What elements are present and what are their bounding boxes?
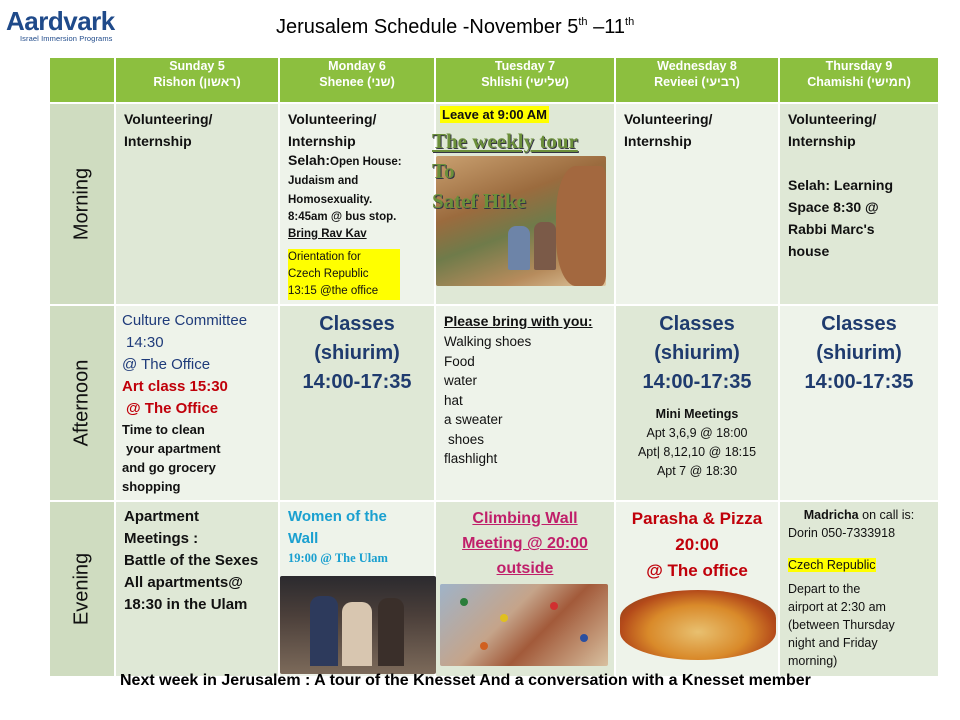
day-header-sunday: Sunday 5 Rishon (ראשון)	[115, 57, 279, 103]
day-header-tuesday: Tuesday 7 Shlishi (שלישי)	[435, 57, 615, 103]
bring-item: a sweater	[444, 412, 503, 427]
cell-monday-evening: Women of the Wall 19:00 @ The Ulam	[279, 501, 435, 677]
cell-wednesday-evening: Parasha & Pizza 20:00 @ The office	[615, 501, 779, 677]
leave-time-badge: Leave at 9:00 AM	[442, 107, 548, 122]
climbing-wall-photo	[440, 584, 608, 666]
cell-thursday-morning: Volunteering/ Internship Selah: Learning Space 8:30 @ Rabbi Marc's house	[779, 103, 939, 305]
title-text: Jerusalem Schedule -November 5	[276, 16, 579, 38]
day-header-thursday: Thursday 9 Chamishi (חמישי)	[779, 57, 939, 103]
row-label-evening: Evening	[49, 501, 115, 677]
aardvark-logo	[6, 8, 126, 44]
cell-tuesday-evening: Climbing Wall Meeting @ 20:00 outside	[435, 501, 615, 677]
bring-list	[444, 332, 606, 469]
title-sup-2: th	[625, 16, 635, 28]
morning-row	[49, 103, 939, 305]
day-header-wednesday: Wednesday 8 Revieei (רביעי)	[615, 57, 779, 103]
evening-row	[49, 501, 939, 677]
cell-monday-morning: Volunteering/ Internship Selah:Open House: Judaism and Homosexuality. 8:45am @ bus stop. Bring Rav Kav Orientation for Czech Republic 13:15 @the office	[279, 103, 435, 305]
bring-item: hat	[444, 392, 463, 408]
row-label-afternoon: Afternoon	[49, 305, 115, 501]
cell-thursday-afternoon: Classes (shiurim) 14:00-17:35	[779, 305, 939, 501]
cell-wednesday-afternoon: Classes (shiurim) 14:00-17:35 Mini Meetings Apt 3,6,9 @ 18:00 Apt| 8,12,10 @ 18:15 Apt 7 @ 18:30	[615, 305, 779, 501]
weekly-tour-title: The weekly tour To Satef Hike	[432, 129, 578, 213]
czech-republic-highlight: Czech Republic	[788, 558, 876, 572]
bring-item: shoes	[448, 431, 485, 447]
cell-thursday-evening: Madricha on call is: Dorin 050-7333918 Czech Republic Depart to the airport at 2:30 am (between Thursday night and Friday morning)	[779, 501, 939, 677]
cell-tuesday-afternoon: Please bring with you: Walking shoes Food water hat a sweater shoes flashlight	[435, 305, 615, 501]
corner-cell	[49, 57, 115, 103]
cell-wednesday-morning: Volunteering/ Internship	[615, 103, 779, 305]
row-label-morning: Morning	[49, 103, 115, 305]
cell-monday-afternoon: Classes (shiurim) 14:00-17:35	[279, 305, 435, 501]
title-sup-1: th	[578, 16, 588, 28]
page-title	[276, 16, 634, 39]
bring-item: flashlight	[444, 451, 498, 466]
cell-tuesday-morning	[432, 103, 615, 305]
cell-sunday-afternoon: Culture Committee 14:30 @ The Office Art class 15:30 @ The Office Time to clean your apartment and go grocery shopping	[115, 305, 279, 501]
women-of-the-wall-photo	[280, 576, 436, 674]
title-end-date: –11	[587, 16, 626, 38]
afternoon-row	[49, 305, 939, 501]
schedule-table	[48, 56, 940, 678]
next-week-note: Next week in Jerusalem : A tour of the Knesset And a conversation with a Knesset member	[120, 672, 811, 689]
cell-sunday-morning: Volunteering/ Internship	[115, 103, 279, 305]
logo-wordmark: Aardvark	[6, 6, 115, 36]
pizza-photo	[620, 590, 776, 660]
cell-sunday-evening: Apartment Meetings : Battle of the Sexes All apartments@ 18:30 in the Ulam	[115, 501, 279, 677]
bring-item: water	[444, 373, 478, 388]
logo-tagline: Israel Immersion Programs	[20, 34, 113, 43]
bring-item: Food	[444, 353, 475, 369]
bring-item: Walking shoes	[444, 334, 532, 349]
day-header-row	[49, 57, 939, 103]
day-header-monday: Monday 6 Shenee (שני)	[279, 57, 435, 103]
